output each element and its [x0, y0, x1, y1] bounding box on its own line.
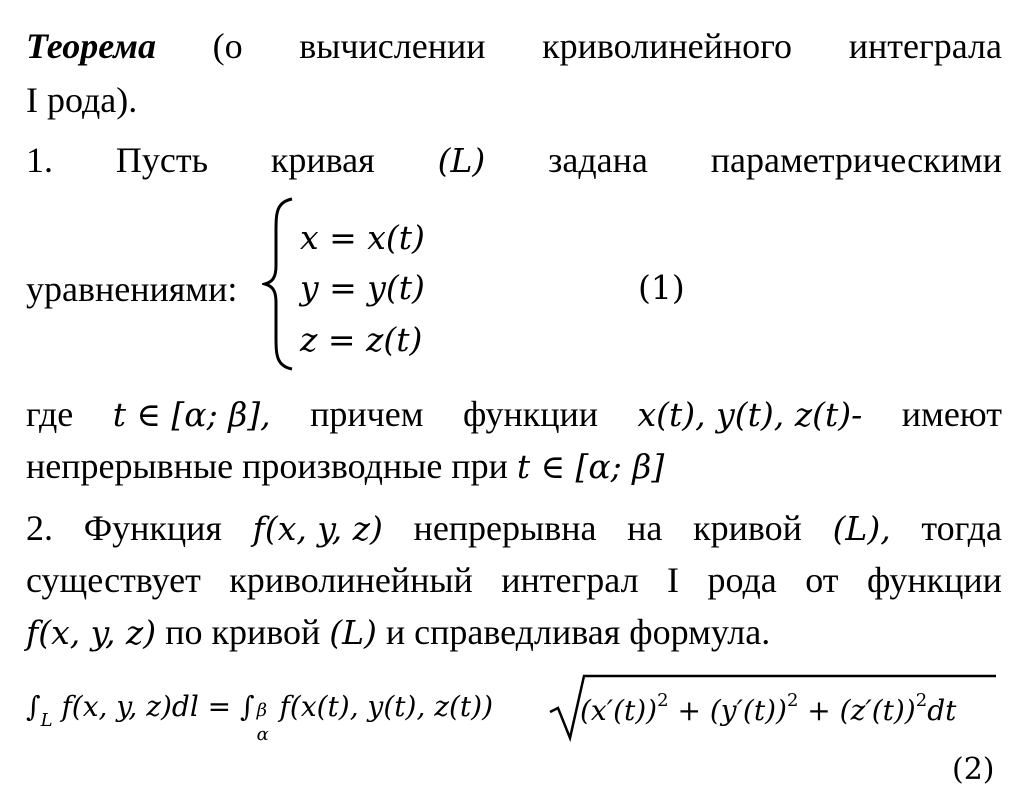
- item1-line-3: [26, 396, 1002, 432]
- parameter-interval: t ∈ [α; β],: [112, 395, 271, 434]
- item1-word: Пусть: [115, 140, 209, 180]
- curve-symbol: (L): [437, 141, 486, 180]
- derivative-y: (y′(t)): [709, 694, 787, 727]
- functions-list: x(t), y(t), z(t)-: [637, 395, 863, 434]
- item2-word: I: [667, 560, 680, 600]
- theorem-line-2: I рода).: [26, 80, 138, 120]
- item1-word: где: [26, 394, 74, 434]
- item1-line-1: [26, 142, 1002, 178]
- formula-integrand: f(x(t), y(t), z(t)): [270, 690, 494, 723]
- upper-limit: β: [256, 700, 268, 721]
- item1-word: параметрическими: [710, 140, 1002, 180]
- plus-sign: +: [668, 694, 710, 727]
- item1-word: причем: [310, 394, 424, 434]
- item2-line-2: [26, 562, 1002, 598]
- equation-number-1: (1): [638, 268, 685, 307]
- radicand: [580, 690, 956, 727]
- item2-word: криволинейный: [229, 560, 473, 600]
- equations-label: уравнениями:: [26, 269, 238, 309]
- integral-subscript: L: [40, 710, 53, 731]
- curve-symbol: (L): [329, 613, 377, 652]
- equation-y: y = y(t): [300, 268, 425, 307]
- item2-line-3: [26, 614, 1002, 650]
- item1-word: кривая: [270, 140, 375, 180]
- line-integral-formula: [26, 690, 494, 745]
- theorem-word: криволинейного: [542, 26, 793, 66]
- function-symbol: f(x, y, z): [252, 509, 383, 548]
- item1-word: имеют: [901, 394, 1002, 434]
- item2-word: рода: [707, 560, 777, 600]
- item2-word: интеграл: [501, 560, 639, 600]
- item1-word: функции: [463, 394, 599, 434]
- item2-word: 2.: [26, 508, 53, 548]
- theorem-word: (о: [212, 26, 243, 66]
- equation-x: x = x(t): [300, 218, 425, 257]
- item2-word: Функция: [83, 508, 222, 548]
- integral-sign: ∫: [240, 690, 255, 723]
- item2-text: по кривой: [156, 612, 330, 652]
- item1-word: 1.: [26, 140, 53, 180]
- theorem-word: вычислении: [299, 26, 486, 66]
- item1-line-4: [26, 448, 1002, 484]
- theorem-title: Теорема: [26, 26, 156, 66]
- function-symbol: f(x, y, z): [26, 613, 157, 652]
- item2-word: тогда: [921, 508, 1002, 548]
- equation-number-2: (2): [952, 752, 995, 787]
- item2-word: функции: [866, 560, 1002, 600]
- theorem-word: интеграла: [848, 26, 1002, 66]
- item2-word: кривой: [693, 508, 802, 548]
- theorem-line-1: [26, 28, 1002, 64]
- differential: dt: [927, 694, 957, 727]
- item1-word: задана: [548, 140, 648, 180]
- power: 2: [915, 690, 928, 711]
- left-brace-icon: [262, 196, 296, 372]
- item2-text: и справедливая формула.: [376, 612, 771, 652]
- item1-text: непрерывные производные при: [26, 446, 517, 486]
- item2-word: на: [627, 508, 663, 548]
- lower-limit: α: [256, 724, 269, 745]
- plus-sign: +: [798, 694, 840, 727]
- curve-symbol: (L),: [832, 509, 891, 548]
- item2-word: от: [805, 560, 839, 600]
- derivative-x: (x′(t)): [580, 694, 658, 727]
- item2-word: непрерывна: [413, 508, 597, 548]
- derivative-z: (z′(t)): [839, 694, 916, 727]
- power: 2: [786, 690, 799, 711]
- equation-z: z = z(t): [300, 320, 423, 359]
- integral-sign: ∫: [26, 690, 41, 723]
- formula-lhs: f(x, y, z)dl =: [52, 690, 241, 723]
- parameter-interval: t ∈ [α; β]: [516, 447, 665, 486]
- power: 2: [657, 690, 669, 711]
- item2-line-1: [26, 510, 1002, 546]
- item2-word: существует: [26, 560, 201, 600]
